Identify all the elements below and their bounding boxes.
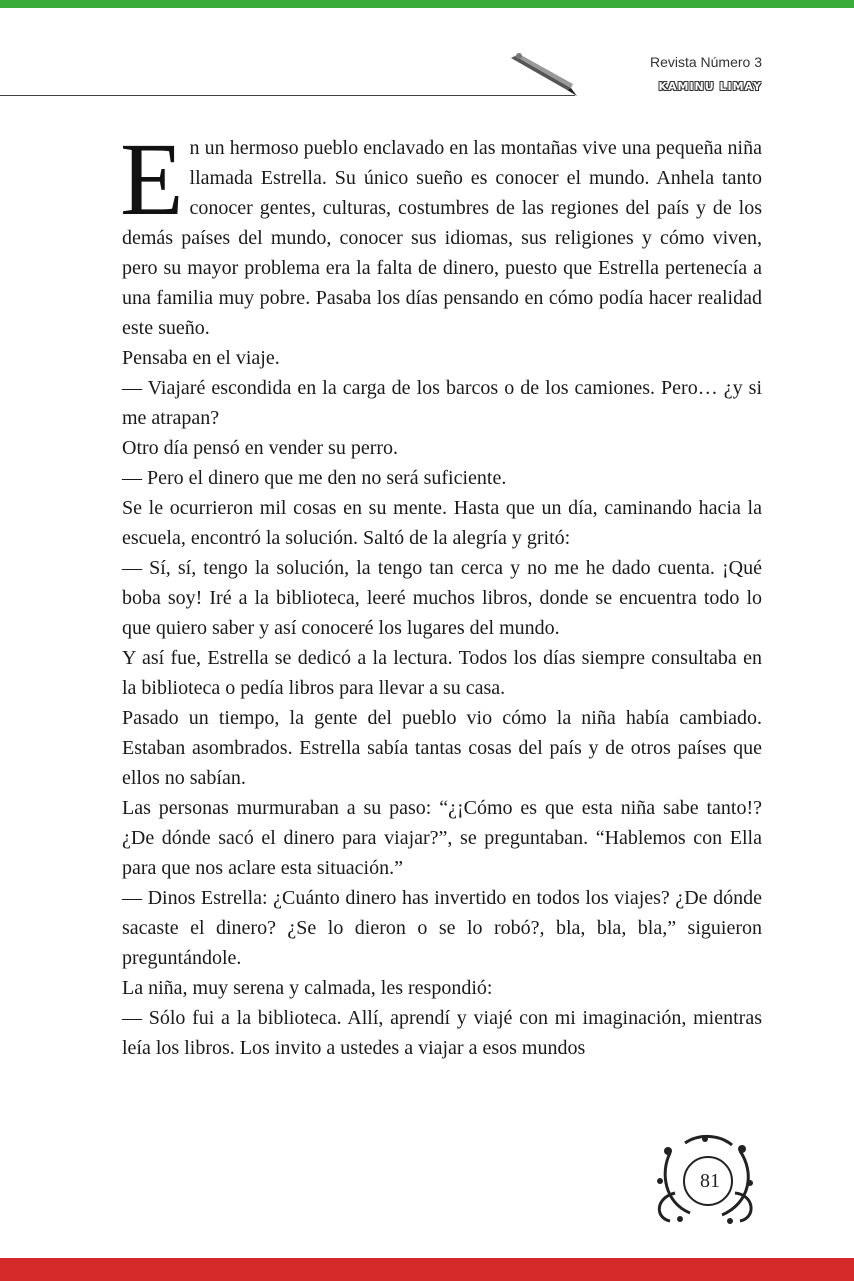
paragraph: — Dinos Estrella: ¿Cuánto dinero has invertido en todos los viajes? ¿De dónde sacaste el dinero? ¿Se lo dieron o se lo robó?, bla, bla, bla,” siguieron preguntándole. [122,887,762,969]
header-rule [0,95,575,96]
paragraph: — Sólo fui a la biblioteca. Allí, aprendí y viajé con mi imaginación, mientras leía los libros. Los invito a ustedes a viajar a esos mundos [122,1007,762,1059]
drop-cap: E [120,122,184,237]
paragraph: En un hermoso pueblo enclavado en las montañas vive una pequeña niña llamada Estrella. Su único sueño es conocer el mundo. Anhela tanto conocer gentes, culturas, costumbres de las regiones del país y de los demás países del mundo, conocer sus idiomas, sus religiones y cómo viven, pero su mayor problema era la falta de dinero, puesto que Estrella pertenecía a una familia muy pobre. Pasaba los días pensando en cómo podía hacer realidad este sueño. [120,122,762,339]
paragraph: La niña, muy serena y calmada, les respondió: [122,977,493,999]
magazine-brand: KAMINU LIMAY [658,80,762,93]
top-accent-bar [0,0,854,8]
paragraph: — Sí, sí, tengo la solución, la tengo tan cerca y no me he dado cuenta. ¡Qué boba soy! Iré a la biblioteca, leeré muchos libros, donde se encuentra todo lo que quiero saber y así conoceré los lugares del mundo. [122,557,762,639]
paragraph: Las personas murmuraban a su paso: “¿¡Cómo es que esta niña sabe tanto!? ¿De dónde sacó el dinero para viajar?”, se preguntaban. “Hablemos con Ella para que nos aclare esta situación.” [122,797,762,879]
paragraph: Otro día pensó en vender su perro. [122,437,399,459]
paragraph: — Pero el dinero que me den no será suficiente. [122,467,507,489]
story-text [120,122,762,1063]
paragraph: Pensaba en el viaje. [122,347,280,369]
paragraph: Y así fue, Estrella se dedicó a la lectura. Todos los días siempre consultaba en la biblioteca o pedía libros para llevar a su casa. [122,647,762,699]
paragraph: Se le ocurrieron mil cosas en su mente. Hasta que un día, caminando hacia la escuela, encontró la solución. Saltó de la alegría y gritó: [122,497,762,549]
magazine-issue: Revista Número 3 [649,54,762,70]
paragraph: — Viajaré escondida en la carga de los barcos o de los camiones. Pero… ¿y si me atrapan? [122,377,762,429]
bottom-accent-bar [0,1258,854,1281]
page-number: 81 [700,1170,720,1192]
pen-icon [505,50,585,100]
paragraph: Pasado un tiempo, la gente del pueblo vio cómo la niña había cambiado. Estaban asombrados. Estrella sabía tantas cosas del país y de otros países que ellos no sabían. [122,707,762,789]
